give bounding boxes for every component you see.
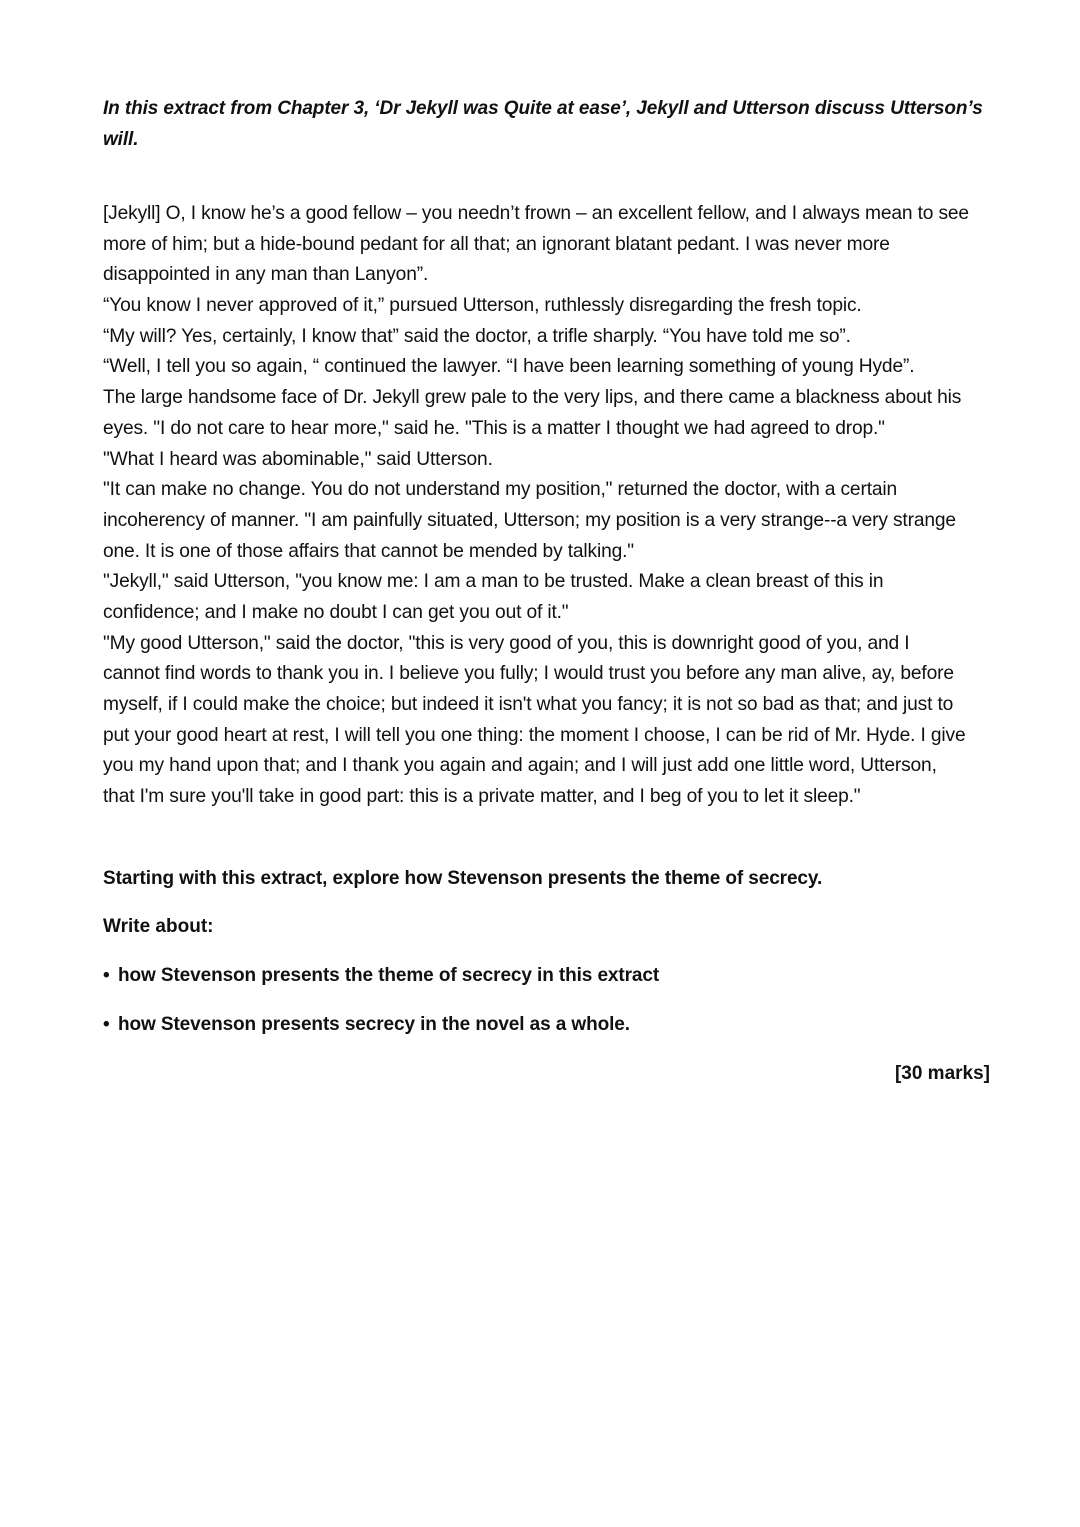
extract-passage	[103, 199, 1043, 813]
bullet-point	[103, 1012, 630, 1038]
marks-label: [30 marks]	[894, 1063, 990, 1084]
extract-line: put your good heart at rest, I will tell you one thing: the moment I choose, I can be rid of Mr. Hyde. I give	[103, 724, 966, 746]
extract-line: you my hand upon that; and I thank you again and again; and I will just add one little word, Utterson,	[103, 755, 937, 777]
extract-line: "My good Utterson," said the doctor, "this is very good of you, this is downright good of you, and I	[103, 632, 910, 654]
bullet-icon: •	[103, 965, 110, 986]
extract-line: "Jekyll," said Utterson, "you know me: I am a man to be trusted. Make a clean breast of this in	[103, 571, 884, 593]
extract-line: that I'm sure you'll take in good part: this is a private matter, and I beg of you to let it sleep."	[103, 786, 861, 808]
extract-line: [Jekyll] O, I know he’s a good fellow – you needn’t frown – an excellent fellow, and I always mean to see	[103, 203, 969, 224]
bullet-text: how Stevenson presents the theme of secrecy in this extract	[118, 965, 660, 986]
bullet-point	[103, 963, 659, 989]
extract-line: more of him; but a hide-bound pedant for all that; an ignorant blatant pedant. I was never more	[103, 233, 890, 255]
extract-line: "It can make no change. You do not understand my position," returned the doctor, with a certain	[103, 479, 898, 501]
extract-introduction: In this extract from Chapter 3, ‘Dr Jekyll was Quite at ease’, Jekyll and Utterson discuss Utterson’s will.	[103, 98, 983, 150]
extract-line: disappointed in any man than Lanyon”.	[103, 264, 429, 286]
extract-line: eyes. "I do not care to hear more," said he. "This is a matter I thought we had agreed to drop."	[103, 417, 885, 439]
extract-line: confidence; and I make no doubt I can get you out of it."	[103, 601, 569, 623]
question-prompt: Starting with this extract, explore how Stevenson presents the theme of secrecy.	[103, 868, 823, 889]
extract-line: cannot find words to thank you in. I believe you fully; I would trust you before any man alive, ay, before	[103, 663, 954, 685]
bullet-text: how Stevenson presents secrecy in the novel as a whole.	[118, 1014, 630, 1035]
extract-line: The large handsome face of Dr. Jekyll grew pale to the very lips, and there came a blackness about his	[103, 387, 962, 409]
extract-line: "What I heard was abominable," said Utterson.	[103, 448, 493, 470]
extract-line: “My will? Yes, certainly, I know that” said the doctor, a trifle sharply. “You have told me so”.	[103, 325, 851, 347]
extract-line: incoherency of manner. "I am painfully situated, Utterson; my position is a very strange--a very strange	[103, 509, 956, 531]
extract-line: myself, if I could make the choice; but indeed it isn't what you fancy; it is not so bad as that; and just to	[103, 694, 954, 715]
write-about-heading: Write about:	[103, 916, 214, 937]
bullet-icon: •	[103, 1014, 110, 1035]
extract-line: one. It is one of those affairs that cannot be mended by talking."	[103, 540, 634, 562]
extract-line: “Well, I tell you so again, “ continued the lawyer. “I have been learning something of young Hyde”.	[103, 356, 915, 378]
extract-line: “You know I never approved of it,” pursued Utterson, ruthlessly disregarding the fresh topic.	[103, 295, 862, 317]
